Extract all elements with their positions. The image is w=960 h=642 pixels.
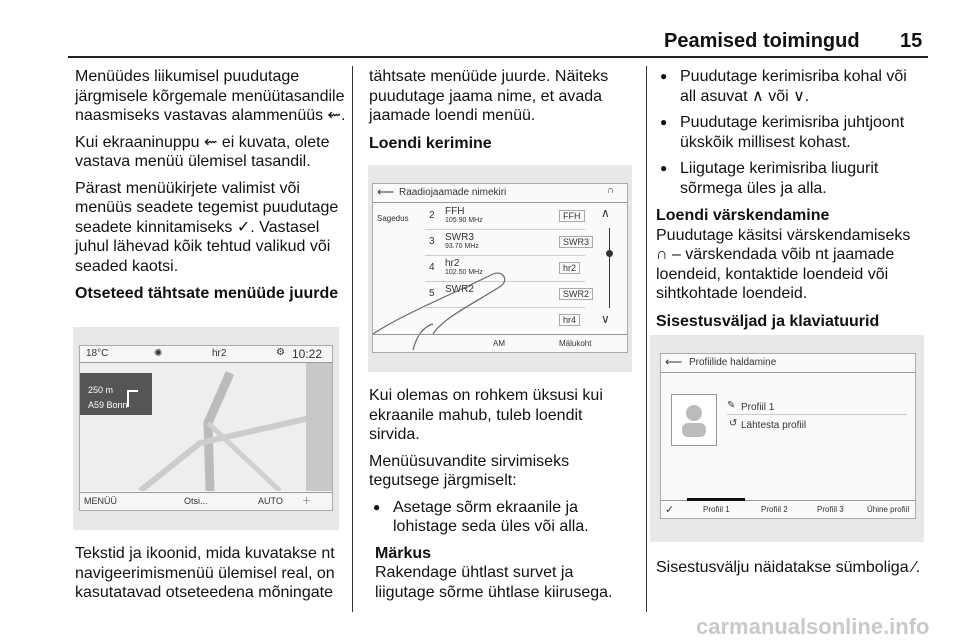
- note: [375, 544, 637, 603]
- paragraph: Puudutage käsitsi värskendamiseks ∩ – värskendada võib nt jaamade loendeid, kontaktide loendeid või sihtkohtade loendeid.: [656, 226, 911, 302]
- frequency-sort-button[interactable]: Sagedus: [377, 214, 409, 223]
- paragraph: Menüüdes liikumisel puudutage järgmisele kõrgemale menüütasandile naasmiseks vastavas alammenüüs ⇜.: [75, 68, 346, 124]
- refresh-icon[interactable]: ∩: [607, 185, 615, 196]
- reset-profile-button[interactable]: Lähtesta profiil: [741, 420, 807, 431]
- status-bar: [80, 346, 332, 363]
- page-section-title: Peamised toimingud: [664, 30, 860, 52]
- list-item[interactable]: 3 SWR3 93.70 MHz SWR3: [425, 230, 585, 256]
- bullet-item: ● Asetage sõrm ekraanile ja lohistage seda üles või alla.: [369, 498, 637, 537]
- profile-title-bar: [661, 354, 915, 373]
- reset-icon: ↺: [729, 418, 738, 429]
- paragraph: Tekstid ja ikoonid, mida kuvatakse nt navigeerimismenüü ülemisel real, on kasutatavad otseteedena mõningate: [75, 545, 335, 601]
- favourites-button[interactable]: Mälukoht: [559, 339, 592, 348]
- pencil-icon: ✎: [727, 400, 736, 411]
- list-item[interactable]: 4 hr2 102.50 MHz hr2: [425, 256, 585, 282]
- turn-distance: 250 m: [88, 385, 114, 395]
- map-view: [80, 363, 332, 491]
- profile-title: Profiilide haldamine: [689, 357, 777, 368]
- watermark: carmanualsonline.info: [696, 614, 930, 639]
- menu-button[interactable]: MENÜÜ: [84, 496, 117, 506]
- band-am-button[interactable]: AM: [493, 339, 505, 348]
- road-name: A59 Bonn: [88, 400, 128, 410]
- note-title: Märkus: [375, 544, 432, 562]
- station-list-figure: [368, 165, 632, 372]
- navigation-screen: [79, 345, 333, 511]
- gear-icon: ✺: [154, 348, 163, 359]
- zoom-in-icon[interactable]: ＋: [302, 496, 312, 506]
- paragraph: Pärast menüükirjete valimist või menüüs seadete tegemist puudutage seadete kinnitamiseks ✓. Vastasel juhul lähevad kõik tehtud valikud või seaded kaotsi.: [75, 179, 339, 275]
- settings-icon[interactable]: ⚙: [276, 347, 285, 358]
- list-item[interactable]: 2 FFH 105.90 MHz FFH: [425, 204, 585, 230]
- column-3: [656, 67, 926, 331]
- column-divider-1: [352, 66, 353, 612]
- list-item[interactable]: hr4: [425, 308, 585, 333]
- column-3-bottom: [656, 558, 926, 585]
- active-tab-indicator: [687, 498, 745, 501]
- column-1: [75, 67, 347, 304]
- section-heading: Loendi värskendamine: [656, 207, 830, 224]
- scrollbar-thumb[interactable]: [606, 250, 613, 257]
- auto-button[interactable]: AUTO: [258, 496, 283, 506]
- note-text: Rakendage ühtlast survet ja liigutage sõrme ühtlase kiirusega.: [375, 564, 613, 601]
- list-item[interactable]: 5 SWR2 SWR2: [425, 282, 585, 308]
- divider: [727, 414, 907, 415]
- column-divider-2: [646, 66, 647, 612]
- back-arrow-icon[interactable]: ⟵: [377, 185, 395, 199]
- column-1-bottom: [75, 544, 347, 610]
- paragraph: Kui ekraaninuppu ⇜ ei kuvata, olete vastava menüü ülemisel tasandil.: [75, 133, 330, 170]
- avatar: [671, 394, 717, 446]
- search-button[interactable]: Otsi...: [184, 496, 208, 506]
- list-title-bar: [373, 184, 627, 203]
- profile-name-field[interactable]: Profiil 1: [741, 402, 775, 413]
- paragraph: tähtsate menüüde juurde. Näiteks puudutage jaama nime, et avada jaamade loendi menüü.: [369, 68, 609, 124]
- station-list-screen: [372, 183, 628, 353]
- temperature: 18°C: [86, 348, 109, 359]
- scroll-down-icon[interactable]: ∨: [601, 312, 610, 326]
- checkmark-icon[interactable]: ✓: [665, 504, 675, 516]
- column-2: [369, 67, 637, 153]
- column-2-bottom: [369, 386, 637, 609]
- tab-profile-2[interactable]: Profiil 2: [761, 505, 788, 514]
- bullet-item: ● Puudutage kerimisriba juhtjoont ükskõik millisest kohast.: [656, 113, 926, 152]
- bullet-item: ● Liigutage kerimisriba liugurit sõrmega üles ja alla.: [656, 159, 926, 198]
- tab-profile-3[interactable]: Profiil 3: [817, 505, 844, 514]
- header-divider: [68, 56, 928, 58]
- list-title: Raadiojaamade nimekiri: [399, 187, 507, 198]
- scrollbar-track[interactable]: [609, 228, 610, 308]
- profile-screen: [660, 353, 916, 519]
- profile-tab-bar: [661, 500, 915, 518]
- paragraph: Menüüsuvandite sirvimiseks tegutsege järgmiselt:: [369, 452, 570, 489]
- back-arrow-icon[interactable]: ⟵: [665, 355, 683, 369]
- paragraph: Kui olemas on rohkem üksusi kui ekraanile mahub, tuleb loendit sirvida.: [369, 387, 603, 443]
- profile-screen-figure: [650, 335, 924, 542]
- section-heading: Loendi kerimine: [369, 134, 492, 152]
- list-bottom-bar: [373, 334, 627, 352]
- navigation-screen-figure: [73, 327, 339, 530]
- section-heading: Sisestusväljad ja klaviatuurid: [656, 312, 880, 330]
- clock: 10:22: [292, 347, 323, 361]
- bullet-item: ● Puudutage kerimisriba kohal või all asuvat ∧ või ∨.: [656, 67, 926, 106]
- tab-shared-profile[interactable]: Ühine profiil: [867, 505, 910, 514]
- scroll-up-icon[interactable]: ∧: [601, 206, 610, 220]
- page-number: 15: [900, 30, 923, 52]
- station-name[interactable]: hr2: [212, 348, 227, 359]
- paragraph: Sisestusvälju näidatakse sümboliga ∕.: [656, 559, 921, 576]
- tab-profile-1[interactable]: Profiil 1: [703, 505, 730, 514]
- section-heading: Otseteed tähtsate menüüde juurde: [75, 285, 339, 302]
- nav-bottom-bar: [80, 492, 332, 510]
